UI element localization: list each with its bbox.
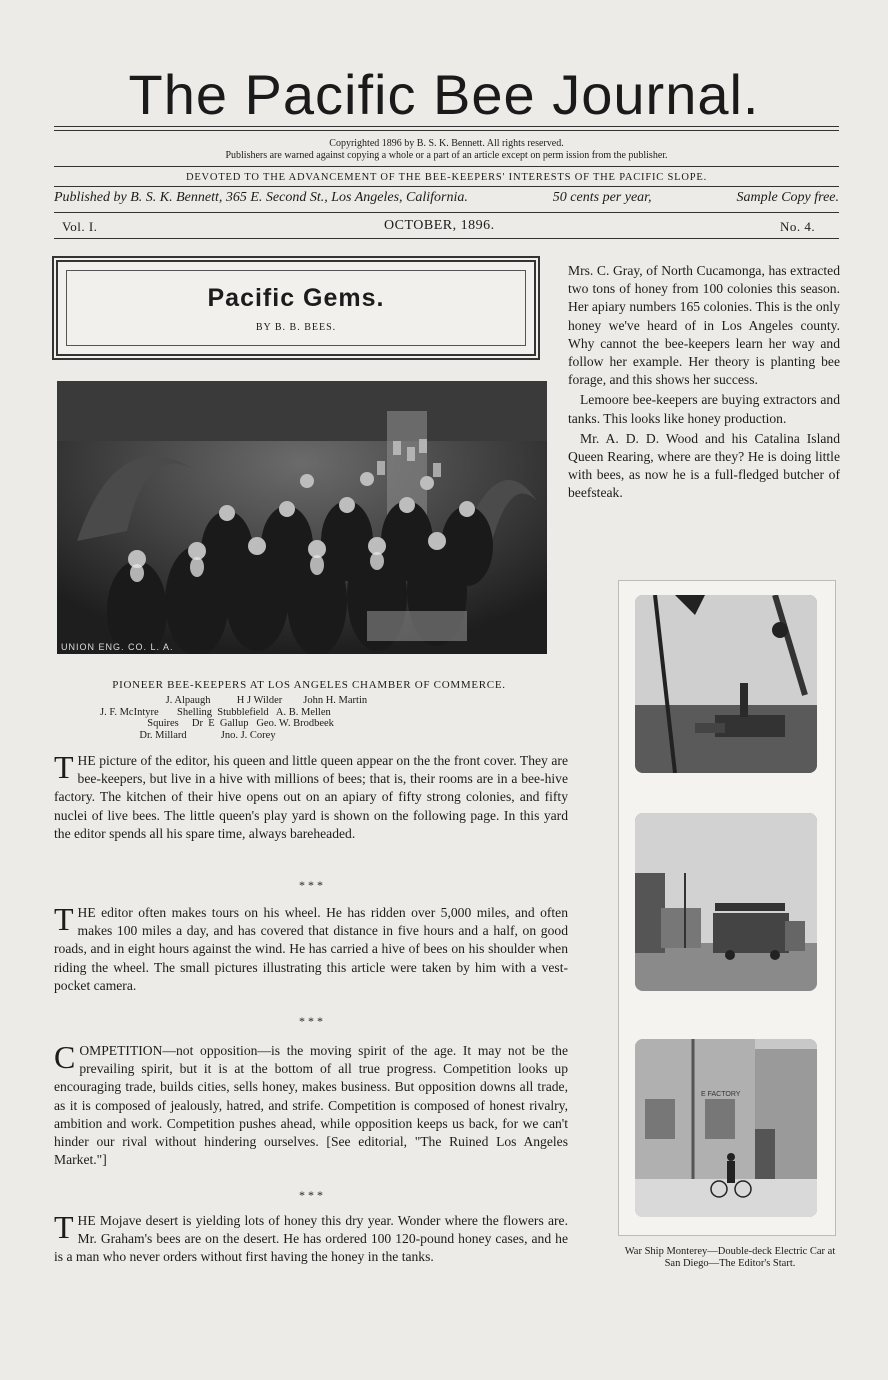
- photo-caption: PIONEER BEE-KEEPERS AT LOS ANGELES CHAMBER OF COMMERCE.: [112, 679, 506, 691]
- masthead-rule: [54, 212, 839, 213]
- article-wheel-tours: [54, 901, 568, 995]
- sample-copy: Sample Copy free.: [736, 190, 839, 205]
- copyright-notice: [54, 138, 839, 162]
- issue-date: OCTOBER, 1896.: [384, 218, 495, 233]
- group-photo: [57, 381, 547, 654]
- article-text: OMPETITION—not opposition—is the moving spirit of the age. It may not be the prevailing spirit, but it is at the bottom of all true progress. Competition looks up encouraging trade, builds cities, sells honey, makes business. But opposition downs all trade, as it is composed of jealously, hatred, and strife. Competition is composed of honest rivalry, ambition and work. Competition pushes ahead, while opposition keeps us back, for we can't hinder our rival without hindering ourselves. [See editorial, "The Ruined Los Angeles Market."]: [54, 1043, 568, 1168]
- masthead-rule: [54, 166, 839, 167]
- photo-strip-caption: War Ship Monterey—Double-deck Electric Car at San Diego—The Editor's Start.: [624, 1246, 836, 1269]
- article-text: HE editor often makes tours on his wheel. He has ridden over 5,000 miles, and often makes 100 miles a day, and has covered that distance in five hours and a half, on good roads, and in eight hours against the wind. He has carried a hive of bees on his shoulder when riding the wheel. The small pictures illustrating this article were taken by him with a vest-pocket camera.: [54, 905, 568, 993]
- drop-cap: T: [54, 749, 74, 785]
- warning-line: Publishers are warned against copying a whole or a part of an article except on perm ission from the publisher.: [225, 150, 668, 161]
- section-title: Pacific Gems.: [207, 284, 385, 312]
- factory-sign: E FACTORY: [701, 1091, 741, 1098]
- drop-cap: T: [54, 1209, 74, 1245]
- name-row: Dr. Millard Jno. J. Corey: [100, 729, 276, 741]
- factory-street-illustration: [635, 1039, 817, 1217]
- publisher-line: [54, 190, 839, 206]
- name-row: J. Alpaugh H J Wilder John H. Martin: [100, 695, 368, 706]
- warship-illustration: [635, 595, 817, 773]
- section-byline: BY B. B. BEES.: [255, 322, 337, 333]
- issue-number: No. 4.: [780, 219, 816, 234]
- name-row: J. F. McIntyre Shelling Stubblefield A. B. Mellen: [100, 706, 331, 718]
- subscription-price: 50 cents per year,: [552, 190, 652, 205]
- article-mojave: [54, 1209, 568, 1267]
- publisher-address: Published by B. S. K. Bennett, 365 E. Second St., Los Angeles, California.: [54, 190, 468, 205]
- article-text: HE picture of the editor, his queen and little queen appear on the the front cover. They are bee-keepers, but live in a hive with millions of bees; that is, their rooms are in a bee-hive factory. The kitchen of their hive opens out on an apiary of fifty strong colonies, and fifty nuclei of live bees. The little queen's play yard is shown on the following page. In this yard the editor spends all his spare time, always bareheaded.: [54, 753, 568, 841]
- section-header-box: [52, 256, 540, 360]
- volume-number: Vol. I.: [62, 219, 98, 234]
- masthead-rule: [54, 186, 839, 187]
- news-item: Mrs. C. Gray, of North Cucamonga, has extracted two tons of honey from 100 colonies this season. Her apiary numbers 165 colonies. This is the only honey we've heard of in Los Angeles county. Why cannot the bee-keepers learn her way and follow her example. Her theory is planting bee forage, and this shows her success.: [568, 263, 840, 388]
- section-divider-stars: * * *: [299, 1188, 323, 1202]
- masthead-rule: [54, 238, 839, 239]
- masthead-rule: [54, 126, 839, 127]
- electric-car-illustration: [635, 813, 817, 991]
- group-photo-illustration: [57, 381, 547, 654]
- copyright-line: Copyrighted 1896 by B. S. K. Bennett. All rights reserved.: [329, 138, 564, 149]
- drop-cap: T: [54, 901, 74, 937]
- section-divider-stars: * * *: [299, 1014, 323, 1028]
- news-item: Mr. A. D. D. Wood and his Catalina Island Queen Rearing, where are they? He is doing little with bees, as now he is a full-fledged butcher of beefsteak.: [568, 430, 840, 501]
- warship-photo: [635, 595, 817, 773]
- news-item: Lemoore bee-keepers are buying extractors and tanks. This looks like honey production.: [568, 392, 840, 426]
- section-divider-stars: * * *: [299, 878, 323, 892]
- electric-car-photo: [635, 813, 817, 991]
- devoted-line: DEVOTED TO THE ADVANCEMENT OF THE BEE-KEEPERS' INTERESTS OF THE PACIFIC SLOPE.: [185, 172, 708, 183]
- journal-title: The Pacific Bee Journal.: [128, 63, 760, 126]
- editor-start-photo: [635, 1039, 817, 1217]
- masthead-rule: [54, 130, 839, 131]
- right-column-text: [568, 262, 840, 505]
- photo-name-list: [100, 695, 560, 741]
- article-editor-picture: [54, 749, 568, 843]
- photo-strip: [618, 580, 836, 1236]
- engraver-stamp: UNION ENG. CO. L. A.: [61, 642, 174, 652]
- article-competition: [54, 1039, 568, 1169]
- article-text: HE Mojave desert is yielding lots of honey this dry year. Wonder where the flowers are. Mr. Graham's bees are on the desert. He has ordered 100 120-pound honey cases, and he is a man who never orders without first having the honey in the tanks.: [54, 1213, 568, 1265]
- name-row: Squires Dr E Gallup Geo. W. Brodbeek: [100, 718, 334, 729]
- drop-cap: C: [54, 1039, 76, 1075]
